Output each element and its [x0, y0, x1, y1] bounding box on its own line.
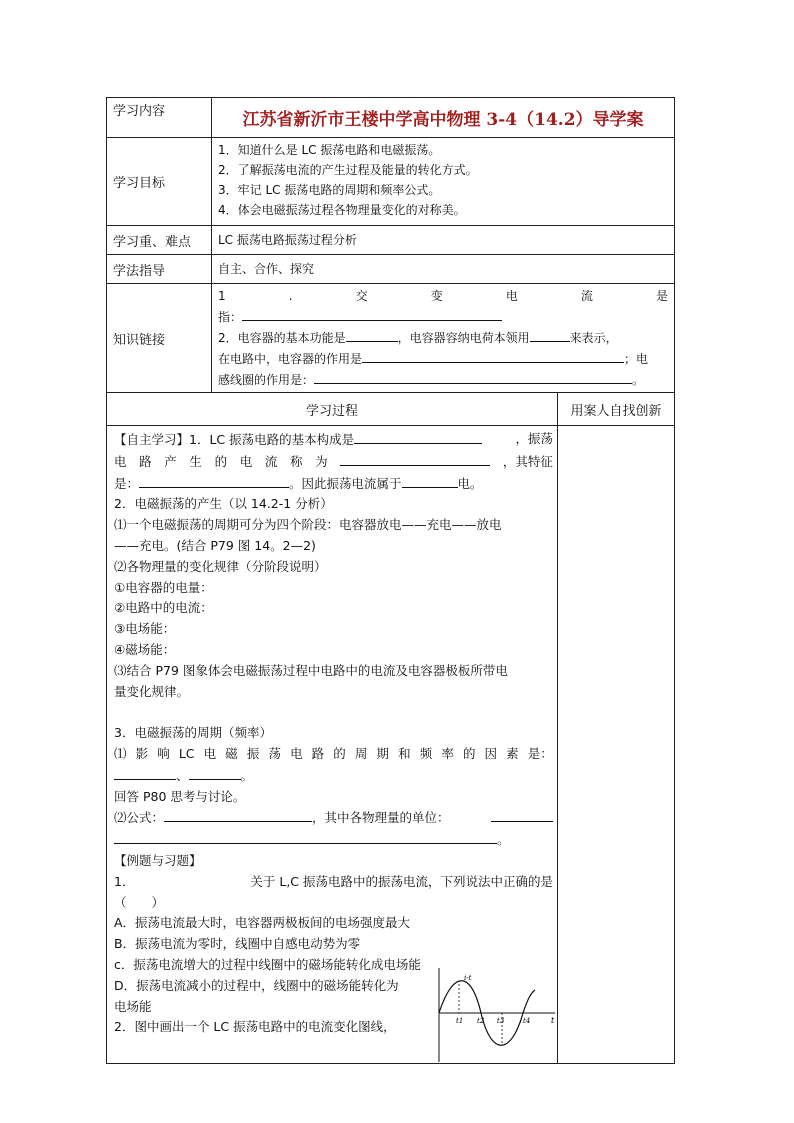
title-cell [212, 98, 675, 138]
goals-label: 学习目标 [107, 138, 212, 226]
side-header: 用案人自找创新 [558, 393, 675, 426]
blank[interactable] [340, 451, 490, 466]
goal-item: 2．了解振荡电流的产生过程及能量的转化方式。 [218, 163, 478, 177]
process-header: 学习过程 [107, 393, 558, 426]
blank[interactable] [164, 807, 312, 822]
method-label: 学法指导 [107, 255, 212, 284]
s3-answer: 回答 P80 思考与讨论。 [114, 788, 246, 804]
s3-1-line: ⑴ 影 响 LC 电 磁 振 荡 电 路 的 周 期 和 频 率 的 因 素 是： [114, 745, 553, 761]
current-graph [431, 968, 561, 1062]
ex-q2: 2．图中画出一个 LC 振荡电路中的电流变化图线， [114, 1019, 396, 1035]
links-q1-line: 1 . 交 变 电 流 是 [218, 289, 669, 303]
blank[interactable] [114, 765, 176, 780]
s2-item: ①电容器的电量： [114, 579, 213, 595]
side-notes-cell[interactable] [558, 426, 675, 1064]
ex-q1-paren: （ ） [114, 894, 165, 910]
s2-3a: ⑶结合 P79 图象体会电磁振荡过程中电路中的电流及电容器极板所带电 [114, 662, 508, 678]
links-q1-answer: 指： [218, 306, 668, 327]
worksheet-table [106, 97, 675, 1064]
tick-label: t2 [477, 1017, 485, 1025]
blank[interactable] [491, 807, 553, 822]
focus-label: 学习重、难点 [107, 226, 212, 255]
blank[interactable] [362, 348, 624, 363]
s1-line2: 电 路 产 生 的 电 流 称 为 ，其特征 [114, 451, 553, 473]
blank[interactable] [354, 429, 482, 444]
s2-item: ②电路中的电流： [114, 600, 213, 616]
links-q2-line2: 在电路中，电容器的作用是 ；电 [218, 348, 668, 369]
tick-label: t3 [497, 1017, 505, 1025]
ex-option: c．振荡电流增大的过程中线圈中的磁场能转化成电场能 [114, 956, 421, 972]
goal-item: 1．知道什么是 LC 振荡电路和电磁振荡。 [218, 143, 441, 157]
blank[interactable] [189, 765, 241, 780]
blank[interactable] [346, 327, 398, 342]
s2-2: ⑵各物理量的变化规律（分阶段说明） [114, 558, 327, 574]
s2-1a: ⑴一个电磁振荡的周期可分为四个阶段：电容器放电——充电——放电 [114, 517, 502, 533]
ex-option: A．振荡电流最大时，电容器两极板间的电场强度最大 [114, 915, 411, 931]
s3-2-line: ⑵公式： ，其中各物理量的单位： [114, 807, 553, 829]
s2-heading: 2．电磁振荡的产生（以 14.2-1 分析） [114, 496, 333, 512]
links-q2-line3: 感线圈的作用是： 。 [218, 369, 668, 390]
s1-line1: 【自主学习】1．LC 振荡电路的基本构成是 ，振荡 [114, 431, 553, 447]
blank[interactable] [139, 473, 289, 488]
curve-label: i-t [464, 974, 472, 982]
s3-1-answer: 、 。 [114, 765, 553, 787]
links-cell [212, 284, 675, 393]
s3-2-end: 。 [114, 829, 553, 851]
method-text: 自主、合作、探究 [212, 255, 675, 284]
tick-label: t4 [523, 1017, 531, 1025]
axis-label: t [551, 1016, 555, 1025]
content-label: 学习内容 [107, 98, 212, 138]
s2-3b: 量变化规律。 [114, 683, 190, 699]
ex-q1: 1． 关于 L,C 振荡电路中的振荡电流，下列说法中正确的是 [114, 873, 553, 889]
blank[interactable] [114, 829, 497, 844]
s2-item: ③电场能： [114, 621, 176, 637]
s2-1b: ——充电。(结合 P79 图 14。2—2) [114, 537, 316, 553]
s1-line3: 是： 。因此振荡电流属于 电。 [114, 473, 553, 495]
links-label: 知识链接 [107, 284, 212, 393]
blank[interactable] [530, 327, 570, 342]
blank[interactable] [314, 369, 632, 384]
tick-label: t1 [456, 1017, 464, 1025]
blank[interactable] [242, 306, 502, 321]
examples-heading: 【例题与习题】 [114, 852, 202, 868]
ex-option: B．振荡电流为零时，线圈中自感电动势为零 [114, 936, 361, 952]
ex-option-d-cont: 电场能 [114, 998, 152, 1014]
blank[interactable] [402, 473, 458, 488]
goal-item: 3．牢记 LC 振荡电路的周期和频率公式。 [218, 183, 441, 197]
goal-item: 4．体会电磁振荡过程各物理量变化的对称美。 [218, 203, 466, 217]
spacer [114, 702, 553, 723]
s3-heading: 3．电磁振荡的周期（频率） [114, 725, 272, 741]
focus-text: LC 振荡电路振荡过程分析 [212, 226, 675, 255]
page-title: 江苏省新沂市王楼中学高中物理 3-4（14.2）导学案 [242, 110, 644, 130]
links-q2-line1: 2．电容器的基本功能是 ，电容器容纳电荷本领用 来表示， [218, 327, 668, 348]
goals-cell [212, 138, 675, 226]
process-body [107, 426, 558, 1064]
ex-option-d: D．振荡电流减小的过程中，线圈中的磁场能转化为 [114, 977, 399, 993]
s2-item: ④磁场能： [114, 641, 176, 657]
